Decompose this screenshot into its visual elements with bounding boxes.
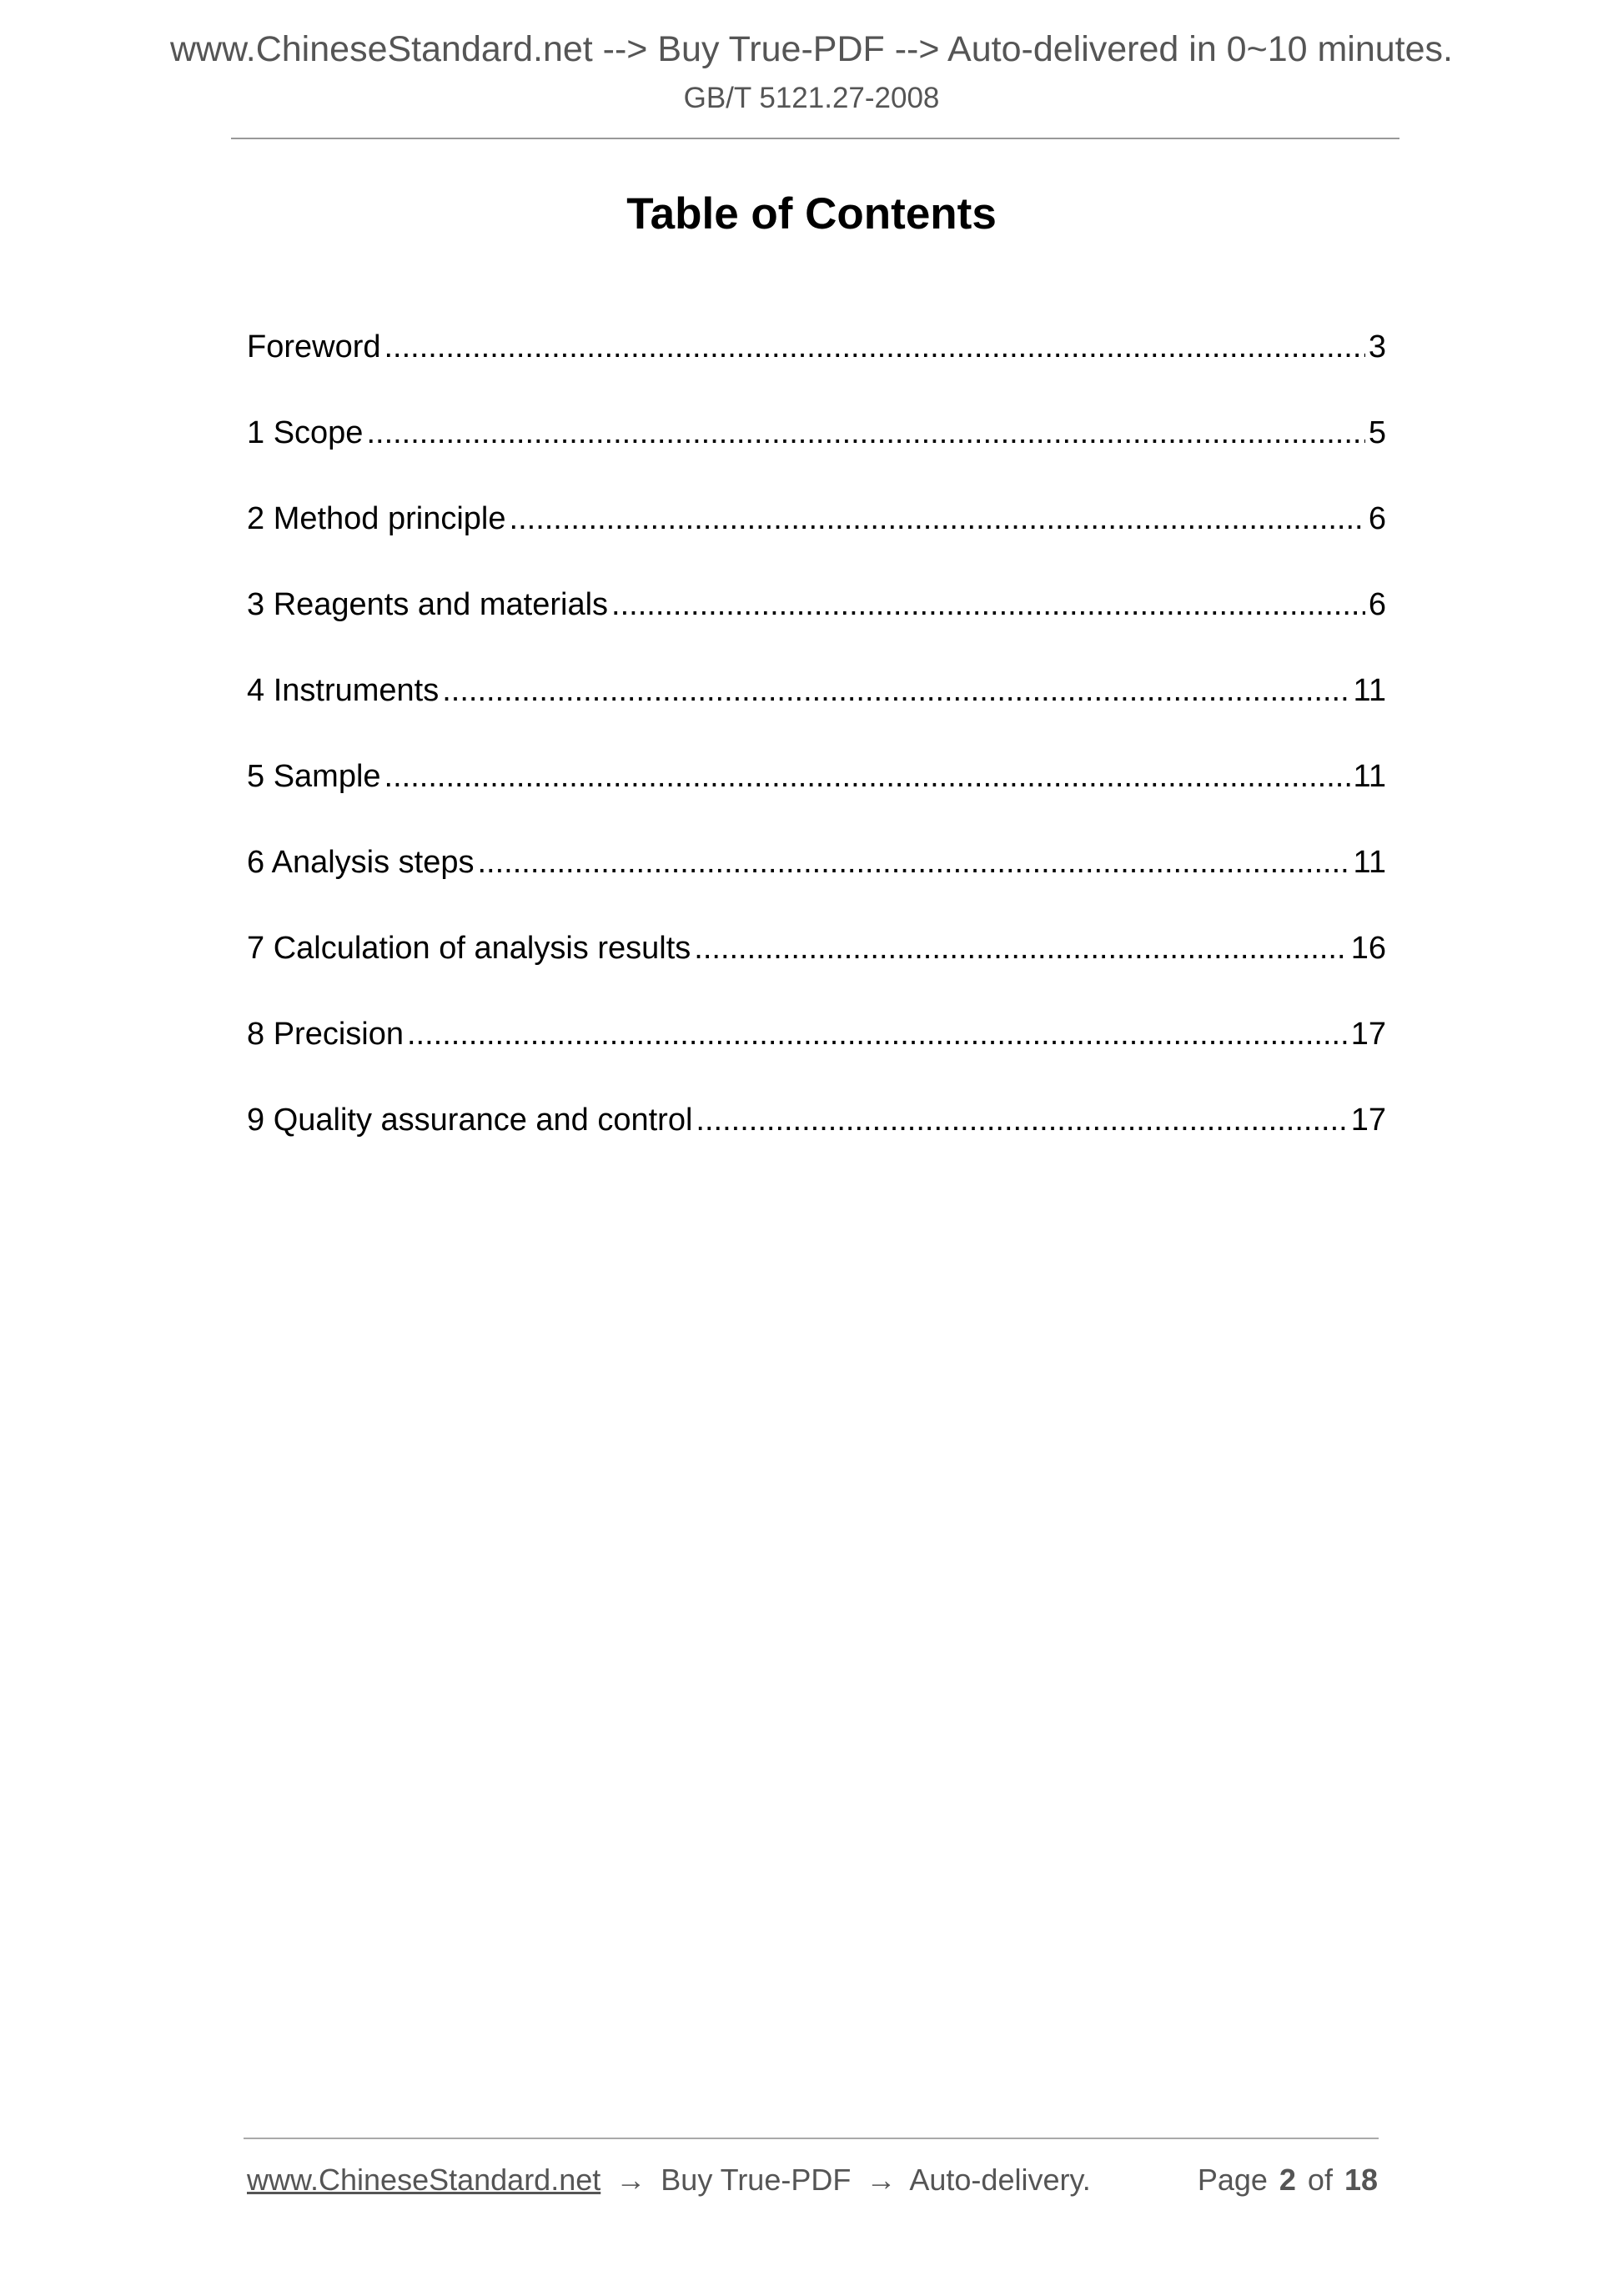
footer-buy-text: Buy True-PDF [661, 2163, 852, 2197]
table-of-contents [247, 325, 1386, 1184]
toc-entry-sample[interactable] [247, 755, 1386, 841]
toc-entry-precision[interactable] [247, 1012, 1386, 1098]
toc-entry-label: 3 Reagents and materials [247, 587, 609, 622]
footer-divider [244, 2138, 1379, 2139]
toc-leader-dots [696, 1098, 1347, 1142]
header-banner: www.ChineseStandard.net --> Buy True-PDF --> Auto-delivered in 0~10 minutes. [169, 29, 1453, 69]
toc-entry-method-principle[interactable] [247, 497, 1386, 583]
toc-leader-dots [366, 411, 1364, 455]
toc-entry-label: 8 Precision [247, 1017, 404, 1052]
footer-site-link[interactable]: www.ChineseStandard.net [247, 2163, 601, 2197]
toc-entry-page: 16 [1350, 931, 1386, 966]
arrow-right-icon: → [866, 2163, 897, 2197]
page-footer [247, 2160, 1378, 2200]
toc-entry-page: 5 [1368, 415, 1386, 450]
toc-entry-label: 9 Quality assurance and control [247, 1103, 693, 1138]
toc-leader-dots [442, 669, 1349, 712]
toc-entry-page: 11 [1353, 759, 1386, 794]
toc-entry-reagents[interactable] [247, 583, 1386, 669]
page-title: Table of Contents [626, 189, 997, 239]
current-page-number: 2 [1279, 2163, 1296, 2197]
toc-entry-page: 17 [1350, 1017, 1386, 1052]
toc-entry-page: 11 [1353, 845, 1386, 880]
toc-entry-page: 6 [1368, 501, 1386, 536]
toc-leader-dots [384, 755, 1350, 798]
page-word: Page [1197, 2163, 1268, 2197]
toc-entry-label: 4 Instruments [247, 673, 440, 708]
toc-leader-dots [407, 1012, 1348, 1056]
toc-entry-page: 3 [1368, 329, 1386, 364]
toc-entry-page: 17 [1350, 1103, 1386, 1138]
toc-entry-instruments[interactable] [247, 669, 1386, 755]
toc-entry-foreword[interactable] [247, 325, 1386, 411]
toc-leader-dots [611, 583, 1365, 626]
toc-entry-scope[interactable] [247, 411, 1386, 497]
toc-entry-label: 6 Analysis steps [247, 845, 475, 880]
toc-entry-calculation[interactable] [247, 927, 1386, 1012]
arrow-right-icon: → [616, 2163, 646, 2197]
document-number: GB/T 5121.27-2008 [683, 82, 940, 114]
toc-entry-label: 5 Sample [247, 759, 381, 794]
footer-delivery-text: Auto-delivery. [909, 2163, 1091, 2197]
footer-promo [247, 2160, 1091, 2200]
header-divider [231, 138, 1399, 139]
page-indicator [1198, 2160, 1378, 2200]
toc-entry-label: 2 Method principle [247, 501, 506, 536]
toc-entry-label: Foreword [247, 329, 381, 364]
toc-leader-dots [694, 927, 1347, 970]
toc-entry-analysis-steps[interactable] [247, 841, 1386, 927]
toc-leader-dots [477, 841, 1349, 884]
toc-entry-page: 11 [1353, 673, 1386, 708]
toc-entry-quality[interactable] [247, 1098, 1386, 1184]
total-page-count: 18 [1344, 2163, 1378, 2197]
toc-leader-dots [384, 325, 1365, 369]
of-word: of [1307, 2163, 1333, 2197]
toc-entry-page: 6 [1368, 587, 1386, 622]
toc-leader-dots [510, 497, 1365, 540]
toc-entry-label: 1 Scope [247, 415, 364, 450]
toc-entry-label: 7 Calculation of analysis results [247, 931, 691, 966]
